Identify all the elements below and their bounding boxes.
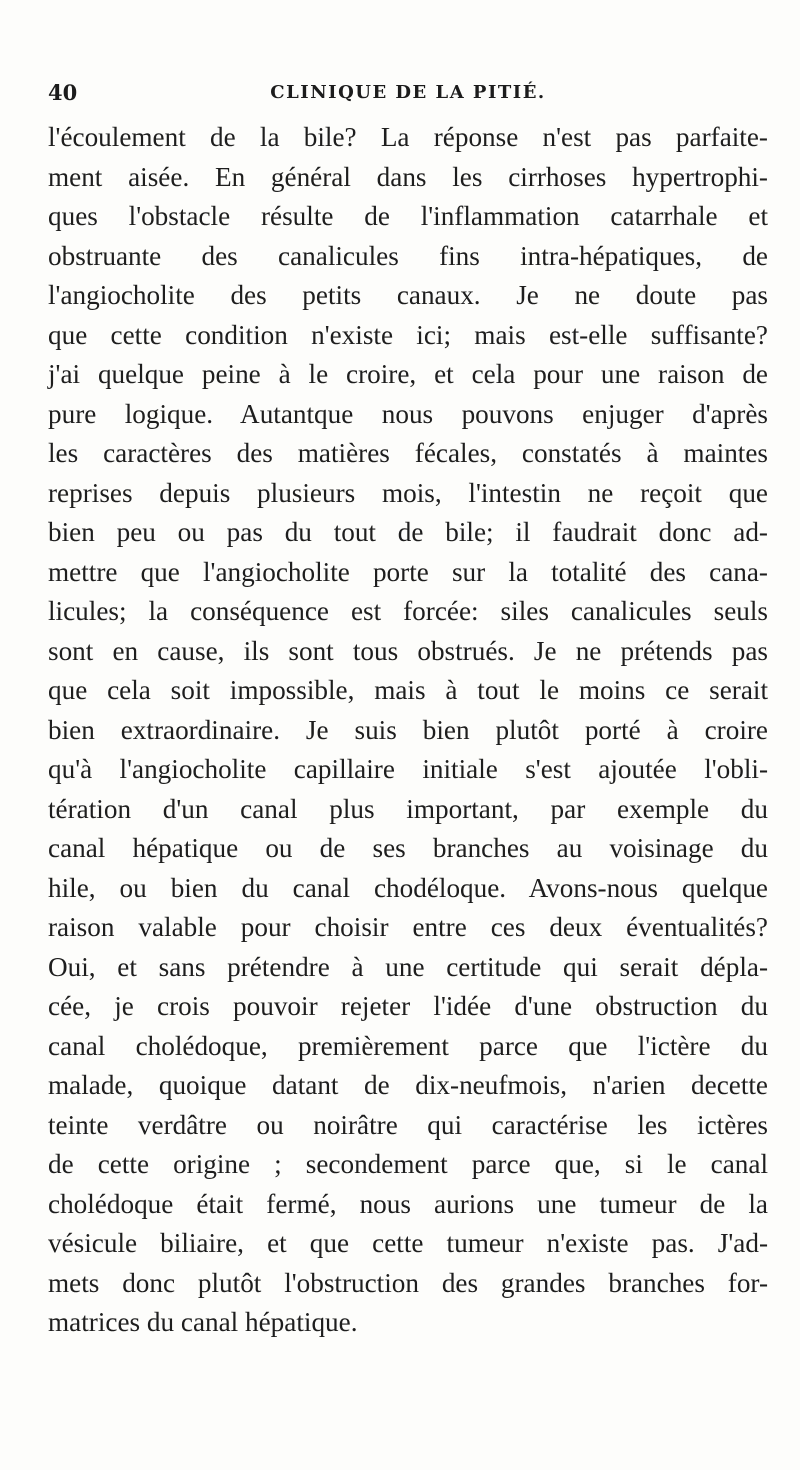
text-line: qu'à l'angiocholite capillaire initiale s'est ajoutée l'obli- (48, 754, 768, 784)
text-line: que cette condition n'existe ici; mais est-elle suffisante? (48, 319, 768, 350)
text-line: reprises depuis plusieurs mois, l'intestin ne reçoit que (48, 477, 768, 508)
text-line: malade, quoique datant de dix-neufmois, n'arien decette (48, 1070, 768, 1100)
text-line: bien peu ou pas du tout de bile; il faudrait donc ad- (48, 517, 768, 547)
text-line: canal hépatique ou de ses branches au voisinage du (48, 833, 768, 863)
text-line: pure logique. Autantque nous pouvons enjuger d'après (48, 398, 768, 429)
text-line: sont en cause, ils sont tous obstrués. Je ne prétends pas (48, 635, 768, 666)
text-line: les caractères des matières fécales, constatés à maintes (48, 438, 768, 468)
text-line: que cela soit impossible, mais à tout le moins ce serait (48, 675, 768, 705)
body-text (48, 118, 768, 1343)
text-line: cée, je crois pouvoir rejeter l'idée d'une obstruction du (48, 991, 768, 1021)
text-line: raison valable pour choisir entre ces deux éventualités? (48, 912, 768, 942)
text-line: hile, ou bien du canal chodéloque. Avons-nous quelque (48, 872, 768, 903)
text-line: obstruante des canalicules fins intra-hépatiques, de (48, 240, 768, 271)
text-line: canal cholédoque, premièrement parce que l'ictère du (48, 1030, 768, 1061)
running-title: CLINIQUE DE LA PITIÉ. (270, 82, 546, 103)
text-line: ques l'obstacle résulte de l'inflammation catarrhale et (48, 201, 768, 231)
text-line: teinte verdâtre ou noirâtre qui caractérise les ictères (48, 1109, 768, 1140)
text-line: vésicule biliaire, et que cette tumeur n'existe pas. J'ad- (48, 1228, 768, 1258)
text-line: licules; la conséquence est forcée: siles canalicules seuls (48, 596, 768, 626)
text-line: l'angiocholite des petits canaux. Je ne doute pas (48, 280, 768, 310)
text-line: mettre que l'angiocholite porte sur la totalité des cana- (48, 556, 768, 587)
text-line: de cette origine ; secondement parce que, si le canal (48, 1149, 768, 1179)
text-line: Oui, et sans prétendre à une certitude qui serait dépla- (48, 951, 768, 982)
text-line: tération d'un canal plus important, par exemple du (48, 793, 768, 824)
text-line: j'ai quelque peine à le croire, et cela pour une raison de (48, 359, 768, 389)
text-line: matrices du canal hépatique. (48, 1307, 358, 1337)
page-number: 40 (48, 80, 78, 105)
text-line: ment aisée. En général dans les cirrhoses hypertrophi- (48, 161, 768, 192)
text-line: mets donc plutôt l'obstruction des grandes branches for- (48, 1267, 768, 1298)
text-line: bien extraordinaire. Je suis bien plutôt porté à croire (48, 714, 768, 745)
text-line: cholédoque était fermé, nous aurions une tumeur de la (48, 1188, 768, 1219)
page-header (48, 80, 768, 114)
text-line: l'écoulement de la bile? La réponse n'est pas parfaite- (48, 122, 768, 152)
